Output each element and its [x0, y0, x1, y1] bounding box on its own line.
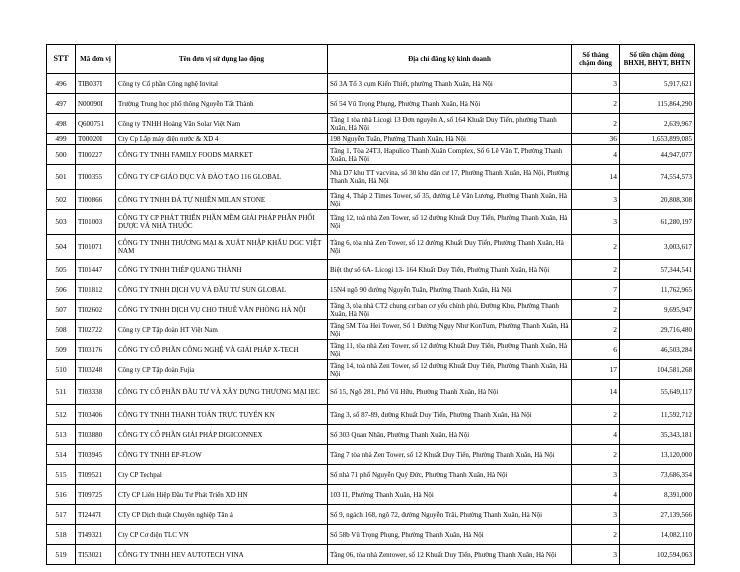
- cell-unit-name: CÔNG TY TNHH FAMILY FOODS MARKET: [116, 145, 328, 165]
- cell-months: 4: [572, 145, 620, 165]
- cell-code: T00020I: [76, 134, 116, 145]
- cell-address: Số 303 Quan Nhân, Phường Thanh Xuân, Hà Nội: [328, 425, 572, 445]
- cell-months: 3: [572, 210, 620, 235]
- cell-months: 4: [572, 485, 620, 505]
- cell-stt: 518: [47, 525, 76, 545]
- header-code: Mã đơn vị: [76, 45, 116, 74]
- cell-stt: 507: [47, 300, 76, 320]
- cell-unit-name: Cty Cp Lắp máy điện nước & XD 4: [116, 134, 328, 145]
- cell-months: 14: [572, 380, 620, 405]
- table-row: [47, 210, 695, 235]
- cell-months: 2: [572, 94, 620, 114]
- cell-code: TI2447I: [76, 505, 116, 525]
- header-address: Địa chỉ đăng ký kinh doanh: [328, 45, 572, 74]
- cell-unit-name: CÔNG TY TNHH THANH TOÁN TRỰC TUYẾN KN: [116, 405, 328, 425]
- cell-stt: 512: [47, 405, 76, 425]
- cell-months: 3: [572, 545, 620, 565]
- cell-amount: 61,280,197: [620, 210, 695, 235]
- cell-code: TI01447: [76, 260, 116, 280]
- header-months: Số tháng chậm đóng: [572, 45, 620, 74]
- cell-code: TI03176: [76, 340, 116, 360]
- cell-stt: 501: [47, 165, 76, 190]
- cell-amount: 57,344,541: [620, 260, 695, 280]
- cell-amount: 14,082,110: [620, 525, 695, 545]
- cell-months: 14: [572, 165, 620, 190]
- cell-code: TI03880: [76, 425, 116, 445]
- cell-unit-name: Cty CP Cơ điện TLC VN: [116, 525, 328, 545]
- cell-code: TI09725: [76, 485, 116, 505]
- cell-amount: 3,003,617: [620, 235, 695, 260]
- table-row: [47, 190, 695, 210]
- cell-amount: 115,864,290: [620, 94, 695, 114]
- cell-address: Tầng 3, tòa nhà CT2 chung cư ban cơ yếu chính phủ, Đường Khu, Phường Thanh Xuân, Hà Nội: [328, 300, 572, 320]
- cell-unit-name: CÔNG TY TNHH HEV AUTOTECH VINA: [116, 545, 328, 565]
- cell-months: 3: [572, 505, 620, 525]
- table-row: [47, 405, 695, 425]
- cell-unit-name: CTy CP Dịch thuật Chuyên nghiệp Tân á: [116, 505, 328, 525]
- table-row: [47, 525, 695, 545]
- table-row: [47, 165, 695, 190]
- header-row: [47, 45, 695, 74]
- cell-amount: 5,917,621: [620, 74, 695, 94]
- cell-amount: 11,762,965: [620, 280, 695, 300]
- cell-address: Tầng 14, toà nhà Zen Tower, số 12 đường Khuất Duy Tiến, Phường Thanh Xuân, Hà Nội: [328, 360, 572, 380]
- cell-unit-name: CÔNG TY TNHH EP-FLOW: [116, 445, 328, 465]
- cell-unit-name: CÔNG TY CỔ PHẦN ĐẦU TƯ VÀ XÂY DỰNG THƯƠNG MẠI IEC: [116, 380, 328, 405]
- header-amount: Số tiền chậm đóng BHXH, BHYT, BHTN: [620, 45, 695, 74]
- cell-amount: 13,120,000: [620, 445, 695, 465]
- table-row: [47, 425, 695, 445]
- cell-amount: 9,695,947: [620, 300, 695, 320]
- cell-address: Tầng 5M Tòa Hei Tower, Số 1 Đường Ngụy Như KonTum, Phường Thanh Xuân, Hà Nội: [328, 320, 572, 340]
- cell-stt: 503: [47, 210, 76, 235]
- cell-unit-name: Công ty TNHH Hoàng Văn Solar Việt Nam: [116, 114, 328, 134]
- cell-code: TI03945: [76, 445, 116, 465]
- cell-code: TI03338: [76, 380, 116, 405]
- cell-stt: 513: [47, 425, 76, 445]
- cell-unit-name: CÔNG TY TNHH THÉP QUANG THÀNH: [116, 260, 328, 280]
- cell-address: Tầng 7 tòa nhà Zen Tower, số 12 Khuất Duy Tiến, Phường Thanh Xuân, Hà Nội: [328, 445, 572, 465]
- cell-unit-name: CÔNG TY CỔ PHẦN CÔNG NGHỆ VÀ GIẢI PHÁP X-TECH: [116, 340, 328, 360]
- cell-amount: 74,554,573: [620, 165, 695, 190]
- table-row: [47, 114, 695, 134]
- cell-months: 4: [572, 425, 620, 445]
- cell-months: 2: [572, 235, 620, 260]
- cell-amount: 55,649,117: [620, 380, 695, 405]
- cell-address: Tầng 3, số 87-89, đường Khuất Duy Tiến, Phường Thanh Xuân, Hà Nội: [328, 405, 572, 425]
- cell-code: TI02722: [76, 320, 116, 340]
- cell-address: Số 3A Tổ 3 cụm Kiến Thiết, phường Thanh Xuân, Hà Nội: [328, 74, 572, 94]
- debt-table: [46, 44, 695, 565]
- cell-months: 6: [572, 340, 620, 360]
- cell-unit-name: CÔNG TY TNHH DỊCH VỤ VÀ ĐẦU TƯ SUN GLOBAL: [116, 280, 328, 300]
- cell-months: 2: [572, 445, 620, 465]
- table-row: [47, 134, 695, 145]
- cell-months: 2: [572, 260, 620, 280]
- cell-code: TI00227: [76, 145, 116, 165]
- table-row: [47, 360, 695, 380]
- cell-stt: 506: [47, 280, 76, 300]
- cell-address: Tầng 4, Tháp 2 Times Tower, số 35, đường Lê Văn Lương, Phường Thanh Xuân, Hà Nội: [328, 190, 572, 210]
- cell-stt: 514: [47, 445, 76, 465]
- table-row: [47, 94, 695, 114]
- cell-months: 17: [572, 360, 620, 380]
- cell-months: 2: [572, 405, 620, 425]
- cell-address: Nhà D7 khu TT vacvina, số 30 khu dân cư 17, Phường Thanh Xuân, Hà Nội, Phường Thanh Xuân, Hà Nội: [328, 165, 572, 190]
- cell-months: 36: [572, 134, 620, 145]
- cell-code: TI01071: [76, 235, 116, 260]
- cell-amount: 2,639,967: [620, 114, 695, 134]
- cell-stt: 499: [47, 134, 76, 145]
- cell-code: TI09521: [76, 465, 116, 485]
- cell-code: TI01812: [76, 280, 116, 300]
- cell-address: Tầng 1, Tòa 24T3, Hapulico Thanh Xuân Complex, Số 6 Lê Văn T, Phường Thanh Xuân, Hà Nội: [328, 145, 572, 165]
- cell-unit-name: Trường Trung học phổ thông Nguyễn Tất Thành: [116, 94, 328, 114]
- cell-stt: 519: [47, 545, 76, 565]
- table-row: [47, 445, 695, 465]
- cell-amount: 29,716,480: [620, 320, 695, 340]
- cell-amount: 104,581,268: [620, 360, 695, 380]
- table-row: [47, 235, 695, 260]
- cell-unit-name: Công ty CP Tập đoàn Fujia: [116, 360, 328, 380]
- cell-code: TI03406: [76, 405, 116, 425]
- cell-unit-name: CÔNG TY CỔ PHẦN GIẢI PHÁP DIGICONNEX: [116, 425, 328, 445]
- cell-months: 2: [572, 114, 620, 134]
- cell-address: Tầng 12, toà nhà Zen Tower, số 12 đường Khuất Duy Tiến, Phường Thanh Xuân, Hà Nội: [328, 210, 572, 235]
- cell-code: TI00866: [76, 190, 116, 210]
- cell-address: Tầng 1 tòa nhà Licogi 13 Đơn nguyên A, số 164 Khuất Duy Tiến, phường Thanh Xuân, Hà Nội: [328, 114, 572, 134]
- cell-address: 103 I1, Phường Thanh Xuân, Hà Nội: [328, 485, 572, 505]
- cell-address: 15N4 ngõ 90 đường Nguyễn Tuân, Phường Thanh Xuân, Hà Nội: [328, 280, 572, 300]
- cell-amount: 27,139,566: [620, 505, 695, 525]
- cell-stt: 508: [47, 320, 76, 340]
- cell-code: TIB037I: [76, 74, 116, 94]
- cell-unit-name: CTy CP Liên Hiệp Đầu Tư Phát Triển XD HN: [116, 485, 328, 505]
- cell-address: Biệt thự số 6A- Licogi 13- 164 Khuất Duy Tiến, Phường Thanh Xuân, Hà Nội: [328, 260, 572, 280]
- table-row: [47, 545, 695, 565]
- table-row: [47, 145, 695, 165]
- cell-unit-name: Cty CP Techpal: [116, 465, 328, 485]
- table-row: [47, 465, 695, 485]
- header-unit: Tên đơn vị sử dụng lao động: [116, 45, 328, 74]
- cell-amount: 102,594,063: [620, 545, 695, 565]
- cell-address: Số 58b Vũ Trọng Phụng, Phường Thanh Xuân, Hà Nội: [328, 525, 572, 545]
- cell-stt: 496: [47, 74, 76, 94]
- cell-stt: 510: [47, 360, 76, 380]
- cell-amount: 35,343,181: [620, 425, 695, 445]
- cell-amount: 8,391,000: [620, 485, 695, 505]
- table-row: [47, 74, 695, 94]
- cell-months: 2: [572, 320, 620, 340]
- cell-unit-name: Công ty Cổ phần Công nghệ Invital: [116, 74, 328, 94]
- cell-code: TI49321: [76, 525, 116, 545]
- cell-amount: 1,653,899,085: [620, 134, 695, 145]
- cell-unit-name: CÔNG TY TNHH ĐÁ TỰ NHIÊN MILAN STONE: [116, 190, 328, 210]
- cell-unit-name: CÔNG TY CP PHÁT TRIỂN PHẦN MỀM GIẢI PHÁP PHÂN PHỐI DƯỢC VÀ NHÀ THUỐC: [116, 210, 328, 235]
- cell-address: Tầng 11, tòa nhà Zen Tower, số 12 đường Khuất Duy Tiến, Phường Thanh Xuân, Hà Nội: [328, 340, 572, 360]
- cell-code: N00090I: [76, 94, 116, 114]
- cell-code: Q600751: [76, 114, 116, 134]
- cell-months: 3: [572, 465, 620, 485]
- cell-amount: 11,592,712: [620, 405, 695, 425]
- table-row: [47, 260, 695, 280]
- cell-stt: 516: [47, 485, 76, 505]
- cell-address: Số 54 Vũ Trọng Phụng, Phường Thanh Xuân, Hà Nội: [328, 94, 572, 114]
- cell-stt: 517: [47, 505, 76, 525]
- table-row: [47, 380, 695, 405]
- cell-stt: 497: [47, 94, 76, 114]
- cell-stt: 500: [47, 145, 76, 165]
- cell-stt: 505: [47, 260, 76, 280]
- table-row: [47, 340, 695, 360]
- cell-address: Số nhà 71 phố Nguyễn Quý Đức, Phường Thanh Xuân, Hà Nội: [328, 465, 572, 485]
- cell-stt: 498: [47, 114, 76, 134]
- cell-stt: 504: [47, 235, 76, 260]
- cell-address: Tầng 6, tòa nhà Zen Tower, số 12 đường Khuất Duy Tiến, Phường Thanh Xuân, Hà Nội: [328, 235, 572, 260]
- cell-address: Tầng 06, tòa nhà Zentower, số 12 Khuất Duy Tiến, Phường Thanh Xuân, Hà Nội: [328, 545, 572, 565]
- cell-months: 2: [572, 525, 620, 545]
- header-stt: STT: [47, 45, 76, 74]
- cell-unit-name: CÔNG TY TNHH THƯƠNG MẠI & XUẤT NHẬP KHẨU DGC VIỆT NAM: [116, 235, 328, 260]
- cell-address: Số 9, ngách 168, ngõ 72, đường Nguyễn Trãi, Phường Thanh Xuân, Hà Nội: [328, 505, 572, 525]
- cell-amount: 20,808,308: [620, 190, 695, 210]
- cell-months: 3: [572, 74, 620, 94]
- cell-months: 3: [572, 190, 620, 210]
- table-row: [47, 280, 695, 300]
- table-row: [47, 300, 695, 320]
- cell-unit-name: CÔNG TY CP GIÁO DỤC VÀ ĐÀO TẠO 116 GLOBAL: [116, 165, 328, 190]
- cell-stt: 511: [47, 380, 76, 405]
- cell-months: 7: [572, 280, 620, 300]
- cell-stt: 515: [47, 465, 76, 485]
- cell-unit-name: Công ty CP Tập đoàn HT Việt Nam: [116, 320, 328, 340]
- table-row: [47, 485, 695, 505]
- cell-stt: 502: [47, 190, 76, 210]
- cell-amount: 73,686,354: [620, 465, 695, 485]
- cell-code: TI02602: [76, 300, 116, 320]
- cell-unit-name: CÔNG TY TNHH DỊCH VỤ CHO THUÊ VĂN PHÒNG HÀ NỘI: [116, 300, 328, 320]
- cell-amount: 46,503,284: [620, 340, 695, 360]
- cell-address: 198 Nguyễn Tuân, Phường Thanh Xuân, Hà Nội: [328, 134, 572, 145]
- table-row: [47, 320, 695, 340]
- cell-stt: 509: [47, 340, 76, 360]
- table-row: [47, 505, 695, 525]
- cell-code: TI53021: [76, 545, 116, 565]
- cell-months: 2: [572, 300, 620, 320]
- cell-address: Số 15, Ngõ 281, Phố Vũ Hữu, Phường Thanh Xuân, Hà Nội: [328, 380, 572, 405]
- cell-code: TI01003: [76, 210, 116, 235]
- cell-code: TI00355: [76, 165, 116, 190]
- cell-amount: 44,947,077: [620, 145, 695, 165]
- cell-code: TI03248: [76, 360, 116, 380]
